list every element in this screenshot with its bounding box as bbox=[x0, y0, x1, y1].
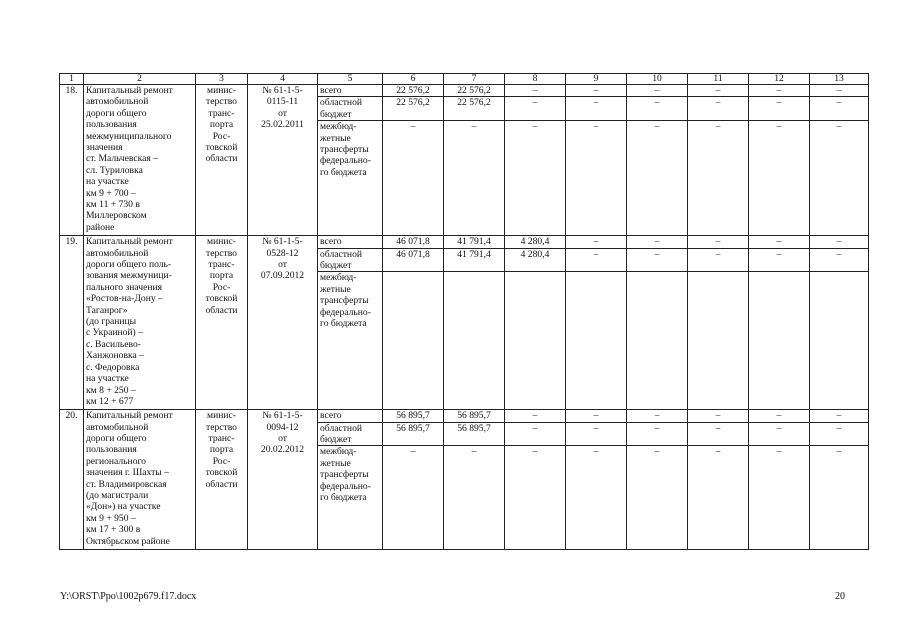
customer-agency: минис- терство транс- порта Рос- товской области bbox=[196, 236, 248, 410]
value-col6: 56 895,7 bbox=[383, 410, 444, 422]
value-col13 bbox=[810, 272, 869, 410]
funding-source: областной бюджет bbox=[318, 422, 383, 446]
value-col6: – bbox=[383, 121, 444, 236]
value-col13: – bbox=[810, 446, 869, 550]
funding-source: межбюд- жетные трансферты федерально- го бюджета bbox=[318, 272, 383, 410]
header-cell: 1 bbox=[60, 74, 84, 85]
customer-agency: минис- терство транс- порта Рос- товской области bbox=[196, 85, 248, 236]
program-table bbox=[59, 73, 869, 550]
value-col6: 56 895,7 bbox=[383, 422, 444, 446]
value-col10: – bbox=[627, 422, 688, 446]
value-col7: 56 895,7 bbox=[444, 410, 505, 422]
footer-file-path: Y:\ORST\Ppo\1002p679.f17.docx bbox=[60, 591, 197, 602]
value-col11: – bbox=[688, 97, 749, 121]
table-row bbox=[60, 85, 869, 97]
value-col11: – bbox=[688, 85, 749, 97]
value-col6: 22 576,2 bbox=[383, 97, 444, 121]
value-col9: – bbox=[566, 410, 627, 422]
value-col7: – bbox=[444, 121, 505, 236]
value-col6: – bbox=[383, 446, 444, 550]
header-cell: 3 bbox=[196, 74, 248, 85]
contract-number: № 61-1-5- 0528-12 от 07.09.2012 bbox=[248, 236, 318, 410]
value-col7: 56 895,7 bbox=[444, 422, 505, 446]
value-col8: – bbox=[505, 422, 566, 446]
value-col11: – bbox=[688, 248, 749, 272]
value-col13: – bbox=[810, 121, 869, 236]
value-col13: – bbox=[810, 236, 869, 248]
value-col8: – bbox=[505, 446, 566, 550]
value-col10: – bbox=[627, 97, 688, 121]
object-name: Капитальный ремонт автомобильной дороги общего пользования межмуниципального значения ст. Мальчевская – сл. Туриловка на участке км 9 + 700 – км 11 + 730 в Миллеровском районе bbox=[84, 85, 196, 236]
row-number: 20. bbox=[60, 410, 84, 550]
value-col11: – bbox=[688, 422, 749, 446]
value-col11: – bbox=[688, 446, 749, 550]
value-col9: – bbox=[566, 248, 627, 272]
funding-source: областной бюджет bbox=[318, 97, 383, 121]
funding-source: областной бюджет bbox=[318, 248, 383, 272]
row-number: 19. bbox=[60, 236, 84, 410]
value-col7: 22 576,2 bbox=[444, 97, 505, 121]
customer-agency: минис- терство транс- порта Рос- товской области bbox=[196, 410, 248, 550]
value-col9: – bbox=[566, 97, 627, 121]
funding-source: всего bbox=[318, 236, 383, 248]
header-cell: 8 bbox=[505, 74, 566, 85]
value-col7: 41 791,4 bbox=[444, 248, 505, 272]
value-col9: – bbox=[566, 446, 627, 550]
header-cell: 7 bbox=[444, 74, 505, 85]
value-col12: – bbox=[749, 446, 810, 550]
value-col10: – bbox=[627, 248, 688, 272]
header-row bbox=[60, 74, 869, 85]
page-number: 20 bbox=[835, 591, 845, 602]
value-col12: – bbox=[749, 97, 810, 121]
value-col12: – bbox=[749, 422, 810, 446]
header-cell: 2 bbox=[84, 74, 196, 85]
value-col6: 46 071,8 bbox=[383, 248, 444, 272]
value-col9: – bbox=[566, 422, 627, 446]
value-col8: 4 280,4 bbox=[505, 248, 566, 272]
value-col10: – bbox=[627, 446, 688, 550]
value-col11: – bbox=[688, 236, 749, 248]
value-col10: – bbox=[627, 236, 688, 248]
header-cell: 12 bbox=[749, 74, 810, 85]
value-col11 bbox=[688, 272, 749, 410]
header-cell: 5 bbox=[318, 74, 383, 85]
contract-number: № 61-1-5- 0094-12 от 20.02.2012 bbox=[248, 410, 318, 550]
header-cell: 11 bbox=[688, 74, 749, 85]
value-col8 bbox=[505, 272, 566, 410]
value-col9: – bbox=[566, 85, 627, 97]
object-name: Капитальный ремонт автомобильной дороги общего поль- зования межмуници- пального значения «Ростов-на-Дону – Таганрог» (до границы с Украиной) – с. Васильево- Ханжоновка – с. Федоровка на участке км 8 + 250 – км 12 + 677 bbox=[84, 236, 196, 410]
value-col12: – bbox=[749, 121, 810, 236]
header-cell: 9 bbox=[566, 74, 627, 85]
value-col7: 22 576,2 bbox=[444, 85, 505, 97]
value-col9 bbox=[566, 272, 627, 410]
value-col6: 46 071,8 bbox=[383, 236, 444, 248]
header-cell: 4 bbox=[248, 74, 318, 85]
value-col13: – bbox=[810, 97, 869, 121]
contract-number: № 61-1-5- 0115-11 от 25.02.2011 bbox=[248, 85, 318, 236]
value-col8: – bbox=[505, 97, 566, 121]
value-col10: – bbox=[627, 410, 688, 422]
value-col8: – bbox=[505, 121, 566, 236]
value-col8: 4 280,4 bbox=[505, 236, 566, 248]
funding-source: межбюд- жетные трансферты федерально- го бюджета bbox=[318, 446, 383, 550]
value-col9: – bbox=[566, 121, 627, 236]
header-cell: 10 bbox=[627, 74, 688, 85]
funding-source: всего bbox=[318, 85, 383, 97]
value-col9: – bbox=[566, 236, 627, 248]
value-col10: – bbox=[627, 85, 688, 97]
value-col12 bbox=[749, 272, 810, 410]
value-col7 bbox=[444, 272, 505, 410]
row-number: 18. bbox=[60, 85, 84, 236]
value-col10: – bbox=[627, 121, 688, 236]
table-row bbox=[60, 236, 869, 248]
value-col13: – bbox=[810, 410, 869, 422]
value-col11: – bbox=[688, 410, 749, 422]
value-col6: 22 576,2 bbox=[383, 85, 444, 97]
object-name: Капитальный ремонт автомобильной дороги общего пользования регионального значения г. Шахты – ст. Владимировская (до магистрали «Дон») на участке км 9 + 950 – км 17 + 300 в Октябрьском районе bbox=[84, 410, 196, 550]
header-cell: 13 bbox=[810, 74, 869, 85]
value-col13: – bbox=[810, 85, 869, 97]
value-col12: – bbox=[749, 410, 810, 422]
value-col7: 41 791,4 bbox=[444, 236, 505, 248]
funding-source: межбюд- жетные трансферты федерально- го бюджета bbox=[318, 121, 383, 236]
value-col6 bbox=[383, 272, 444, 410]
value-col12: – bbox=[749, 85, 810, 97]
value-col8: – bbox=[505, 410, 566, 422]
value-col10 bbox=[627, 272, 688, 410]
table-row bbox=[60, 410, 869, 422]
value-col11: – bbox=[688, 121, 749, 236]
value-col13: – bbox=[810, 248, 869, 272]
header-cell: 6 bbox=[383, 74, 444, 85]
value-col12: – bbox=[749, 248, 810, 272]
value-col13: – bbox=[810, 422, 869, 446]
value-col8: – bbox=[505, 85, 566, 97]
value-col7: – bbox=[444, 446, 505, 550]
funding-source: всего bbox=[318, 410, 383, 422]
value-col12: – bbox=[749, 236, 810, 248]
